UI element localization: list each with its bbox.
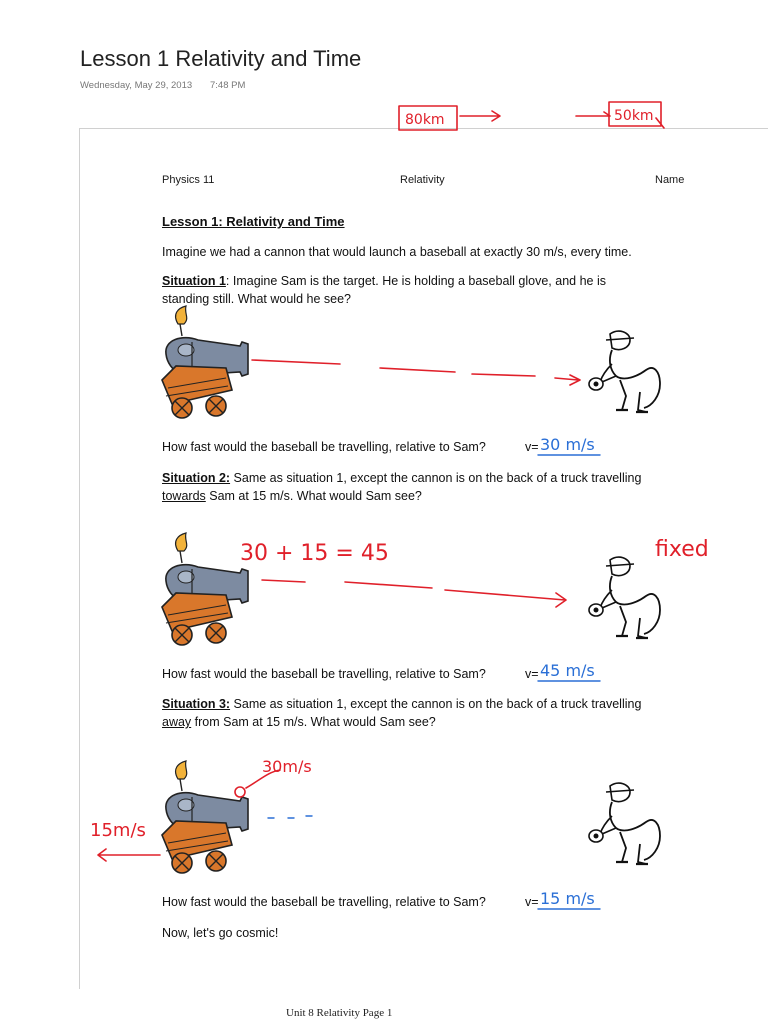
situation-2-label: Situation 2:: [162, 471, 231, 485]
cannon-image-1: [162, 306, 248, 418]
trajectory-2: [262, 580, 566, 607]
fixed-annotation: fixed: [655, 537, 709, 562]
note-time: 7:48 PM: [210, 80, 246, 91]
cannon-image-3: [162, 761, 248, 873]
truck-direction-arrow: [98, 849, 160, 861]
v-label-2: v=: [525, 667, 539, 681]
closing-text: Now, let's go cosmic!: [162, 926, 279, 940]
situation-1-line1: : Imagine Sam is the target. He is holding a baseball glove, and he is: [225, 274, 606, 288]
name-label: Name: [655, 174, 685, 186]
speed-box-1-text: 80km: [405, 112, 445, 128]
situation-1-label: Situation 1: [162, 274, 226, 288]
truck-speed-annotation: 15m/s: [90, 820, 146, 841]
ball-dashes: [268, 816, 312, 818]
situation-3-line2: from Sam at 15 m/s. What would Sam see?: [191, 715, 436, 729]
question-1: How fast would the baseball be travelling, relative to Sam?: [162, 440, 486, 454]
page-footer: Unit 8 Relativity Page 1: [286, 1007, 393, 1019]
answer-3: 15 m/s: [540, 889, 595, 908]
sum-annotation: 30 + 15 = 45: [240, 541, 389, 566]
question-2: How fast would the baseball be travelling, relative to Sam?: [162, 667, 486, 681]
intro-text: Imagine we had a cannon that would launch a baseball at exactly 30 m/s, every time.: [162, 245, 632, 259]
note-date: Wednesday, May 29, 2013: [80, 80, 193, 91]
situation-2-line1: Same as situation 1, except the cannon is on the back of a truck travelling: [230, 471, 642, 485]
situation-2-line2: Sam at 15 m/s. What would Sam see?: [205, 489, 422, 503]
away-word: away: [162, 715, 192, 729]
catcher-image-1: [589, 331, 660, 412]
topic-label: Relativity: [400, 174, 445, 186]
answer-2: 45 m/s: [540, 661, 595, 680]
situation-3-line1: Same as situation 1, except the cannon is on the back of a truck travelling: [230, 697, 642, 711]
course-label: Physics 11: [162, 174, 215, 186]
cannon-image-2: [162, 533, 248, 645]
question-3: How fast would the baseball be travelling, relative to Sam?: [162, 895, 486, 909]
lesson-heading: Lesson 1: Relativity and Time: [162, 214, 345, 229]
catcher-image-2: [589, 557, 660, 638]
answer-1: 30 m/s: [540, 435, 595, 454]
situation-3-label: Situation 3:: [162, 697, 231, 711]
situation-1-line2: standing still. What would he see?: [162, 292, 351, 306]
v-label-1: v=: [525, 440, 539, 454]
v-label-3: v=: [525, 895, 539, 909]
ball-speed-annotation: 30m/s: [262, 757, 312, 776]
towards-word: towards: [162, 489, 206, 503]
note-title[interactable]: Lesson 1 Relativity and Time: [80, 46, 362, 71]
catcher-image-3: [589, 783, 660, 864]
speed-box-2-text: 50km: [614, 108, 654, 124]
trajectory-1: [252, 360, 580, 385]
